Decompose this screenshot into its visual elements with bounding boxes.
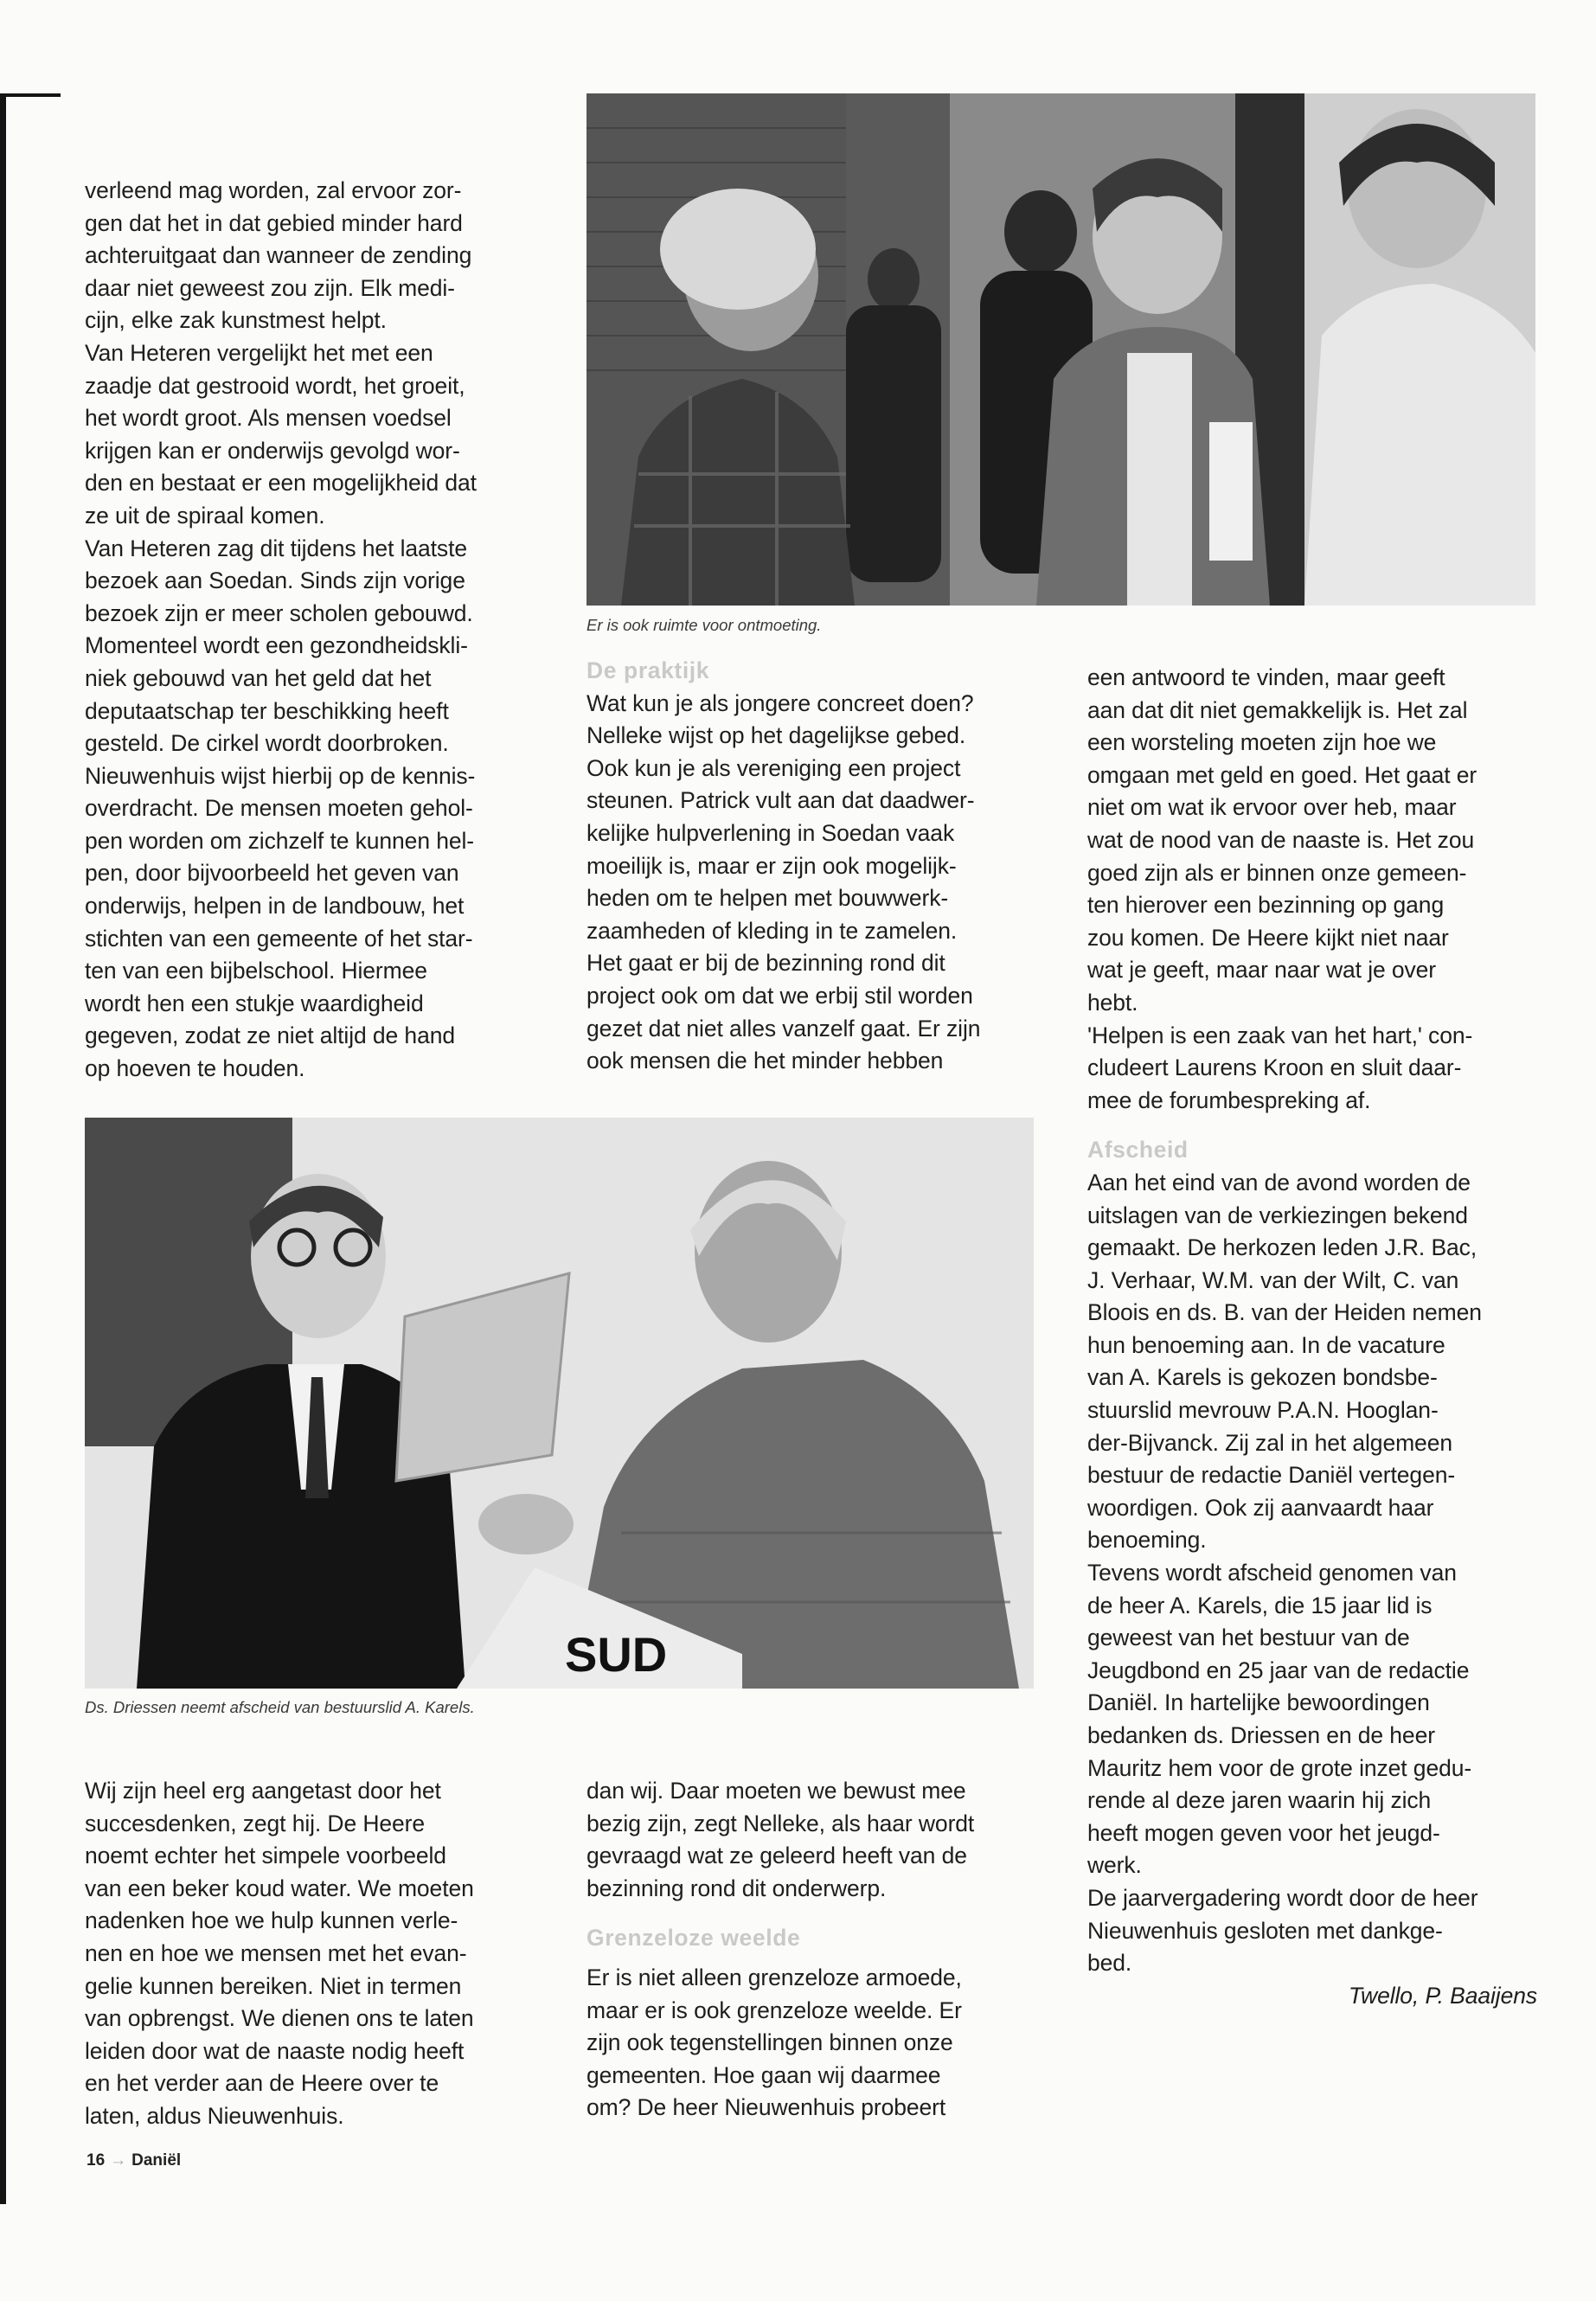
text-line: Aan het eind van de avond worden de	[1087, 1169, 1471, 1195]
text-line: daar niet geweest zou zijn. Elk medi-	[85, 274, 455, 301]
text-line: moeilijk is, maar er zijn ook mogelijk-	[586, 852, 957, 879]
text-line: op hoeven te houden.	[85, 1055, 305, 1082]
text-line: cludeert Laurens Kroon en sluit daar-	[1087, 1054, 1462, 1081]
text-line: laten, aldus Nieuwenhuis.	[85, 2102, 344, 2129]
text-line: Er is niet alleen grenzeloze armoede,	[586, 1964, 962, 1990]
text-line: deputaatschap ter beschikking heeft	[85, 697, 449, 724]
page-number: 16	[87, 2151, 106, 2170]
text-line: goed zijn als er binnen onze gemeen-	[1087, 859, 1467, 886]
text-line: der-Bijvanck. Zij zal in het algemeen	[1087, 1429, 1452, 1456]
text-line: bezoek aan Soedan. Sinds zijn vorige	[85, 567, 465, 594]
text-line: omgaan met geld en goed. Het gaat er	[1087, 761, 1477, 788]
arrow-icon: →	[110, 2151, 127, 2170]
text-line: dan wij. Daar moeten we bewust mee	[586, 1778, 966, 1804]
text-line: gemeenten. Hoe gaan wij daarmee	[586, 2061, 941, 2088]
text-line: hebt.	[1087, 989, 1138, 1016]
text-line: Daniël. In hartelijke bewoordingen	[1087, 1689, 1430, 1716]
text-line: pen worden om zichzelf te kunnen hel-	[85, 827, 475, 854]
text-line: verleend mag worden, zal ervoor zor-	[85, 177, 462, 203]
text-line: zou komen. De Heere kijkt niet naar	[1087, 924, 1449, 951]
text-line: onderwijs, helpen in de landbouw, het	[85, 893, 465, 920]
caption-photo-1: Er is ook ruimte voor ontmoeting.	[586, 616, 822, 634]
text-line: rende al deze jaren waarin hij zich	[1087, 1787, 1432, 1814]
column-1-bottom	[85, 1775, 552, 2133]
text-line: Momenteel wordt een gezondheidskli-	[85, 632, 468, 659]
text-line: Wij zijn heel erg aangetast door het	[85, 1778, 441, 1804]
text-line: stuurslid mevrouw P.A.N. Hooglan-	[1087, 1397, 1439, 1424]
text-line: bestuur de redactie Daniël vertegen-	[1087, 1462, 1456, 1489]
text-line: nadenken hoe we hulp kunnen verle-	[85, 1907, 458, 1934]
text-line: ook mensen die het minder hebben	[586, 1048, 944, 1074]
page-edge-left	[0, 93, 6, 2204]
text-line: ze uit de spiraal komen.	[85, 502, 325, 529]
heading-grenzeloze-weelde: Grenzeloze weelde	[586, 1925, 801, 1952]
text-line: uitslagen van de verkiezingen bekend	[1087, 1202, 1468, 1228]
page-edge-top	[0, 93, 61, 97]
text-line: zaadje dat gestrooid wordt, het groeit,	[85, 372, 465, 399]
text-line: Wat kun je als jongere concreet doen?	[586, 689, 974, 716]
text-line: Nieuwenhuis wijst hierbij op de kennis-	[85, 762, 476, 789]
sign-text: SUD	[565, 1627, 668, 1682]
text-line: project ook om dat we erbij stil worden	[586, 982, 973, 1009]
text-line: bed.	[1087, 1950, 1132, 1977]
text-line: succesdenken, zegt hij. De Heere	[85, 1810, 426, 1836]
text-line: Van Heteren zag dit tijdens het laatste	[85, 535, 467, 561]
text-line: de heer A. Karels, die 15 jaar lid is	[1087, 1592, 1433, 1618]
text-line: leiden door wat de naaste nodig heeft	[85, 2037, 465, 2064]
text-line: pen, door bijvoorbeeld het geven van	[85, 860, 459, 887]
photo-ontmoeting	[586, 93, 1535, 606]
text-line: zijn ook tegenstellingen binnen onze	[586, 2029, 953, 2056]
text-line: Het gaat er bij de bezinning rond dit	[586, 950, 945, 977]
text-line: bezinning rond dit onderwerp.	[586, 1875, 887, 1901]
text-line: gelie kunnen bereiken. Niet in termen	[85, 1972, 462, 1999]
text-line: wat de nood van de naaste is. Het zou	[1087, 826, 1475, 853]
text-line: Van Heteren vergelijkt het met een	[85, 339, 433, 366]
text-line: cijn, elke zak kunstmest helpt.	[85, 307, 387, 334]
text-line: ten hierover een bezinning op gang	[1087, 892, 1445, 919]
text-line: overdracht. De mensen moeten gehol-	[85, 795, 473, 822]
photo-afscheid	[85, 1118, 1034, 1689]
text-line: bezoek zijn er meer scholen gebouwd.	[85, 599, 473, 626]
text-line: Tevens wordt afscheid genomen van	[1087, 1560, 1457, 1586]
text-line: ten van een bijbelschool. Hiermee	[85, 958, 427, 984]
column-2-bottom	[586, 1775, 1054, 2125]
magazine-name: Daniël	[131, 2151, 182, 2170]
text-line: om? De heer Nieuwenhuis probeert	[586, 2094, 946, 2121]
text-line: heden om te helpen met bouwwerk-	[586, 885, 949, 912]
text-line: 'Helpen is een zaak van het hart,' con-	[1087, 1022, 1473, 1048]
text-line: maar er is ook grenzeloze weelde. Er	[586, 1997, 962, 2023]
column-2-top	[586, 655, 1054, 1078]
text-line: Bloois en ds. B. van der Heiden nemen	[1087, 1299, 1482, 1326]
text-line: benoeming.	[1087, 1527, 1207, 1554]
text-line: van een beker koud water. We moeten	[85, 1875, 474, 1901]
text-line: gesteld. De cirkel wordt doorbroken.	[85, 730, 449, 757]
text-line: den en bestaat er een mogelijkheid dat	[85, 470, 477, 497]
text-line: een antwoord te vinden, maar geeft	[1087, 664, 1445, 690]
heading-afscheid: Afscheid	[1087, 1137, 1189, 1163]
text-line: J. Verhaar, W.M. van der Wilt, C. van	[1087, 1266, 1459, 1293]
text-line: krijgen kan er onderwijs gevolgd wor-	[85, 437, 460, 464]
heading-de-praktijk: De praktijk	[586, 657, 710, 683]
signature: Twello, P. Baaijens	[1348, 1982, 1537, 2009]
text-line: gezet dat niet alles vanzelf gaat. Er zijn	[586, 1015, 981, 1042]
text-line: Ook kun je als vereniging een project	[586, 754, 961, 781]
column-1-top	[85, 175, 543, 1086]
text-line: een worsteling moeten zijn hoe we	[1087, 729, 1437, 756]
text-line: en het verder aan de Heere over te	[85, 2070, 439, 2097]
text-line: gemaakt. De herkozen leden J.R. Bac,	[1087, 1234, 1477, 1261]
text-line: gevraagd wat ze geleerd heeft van de	[586, 1843, 967, 1869]
column-3	[1087, 662, 1537, 2012]
text-line: stichten van een gemeente of het star-	[85, 925, 473, 952]
text-line: nen en hoe we mensen met het evan-	[85, 1939, 467, 1966]
text-line: Nieuwenhuis gesloten met dankge-	[1087, 1917, 1443, 1944]
text-line: werk.	[1087, 1852, 1142, 1879]
text-line: van opbrengst. We dienen ons te laten	[85, 2005, 474, 2032]
text-line: aan dat dit niet gemakkelijk is. Het zal	[1087, 696, 1468, 723]
text-line: gen dat het in dat gebied minder hard	[85, 209, 463, 236]
text-line: Mauritz hem voor de grote inzet gedu-	[1087, 1754, 1472, 1781]
text-line: achteruitgaat dan wanneer de zending	[85, 242, 472, 269]
text-line: bezig zijn, zegt Nelleke, als haar wordt	[586, 1810, 975, 1836]
text-line: niek gebouwd van het geld dat het	[85, 664, 432, 691]
text-line: hun benoeming aan. In de vacature	[1087, 1331, 1445, 1358]
text-line: De jaarvergadering wordt door de heer	[1087, 1884, 1478, 1911]
text-line: niet om wat ik ervoor over heb, maar	[1087, 794, 1457, 821]
text-line: wat je geeft, maar naar wat je over	[1087, 957, 1437, 984]
text-line: zaamheden of kleding in te zamelen.	[586, 917, 958, 944]
text-line: heeft mogen geven voor het jeugd-	[1087, 1819, 1440, 1846]
folio	[87, 2151, 181, 2170]
text-line: steunen. Patrick vult aan dat daadwer-	[586, 787, 975, 814]
text-line: noemt echter het simpele voorbeeld	[85, 1843, 446, 1869]
text-line: woordigen. Ook zij aanvaardt haar	[1087, 1494, 1434, 1521]
text-line: het wordt groot. Als mensen voedsel	[85, 405, 452, 432]
text-line: mee de forumbespreking af.	[1087, 1086, 1371, 1113]
text-line: geweest van het bestuur van de	[1087, 1625, 1410, 1651]
text-line: wordt hen een stukje waardigheid	[85, 990, 424, 1016]
text-line: gegeven, zodat ze niet altijd de hand	[85, 1022, 455, 1049]
text-line: Nelleke wijst op het dagelijkse gebed.	[586, 722, 966, 749]
text-line: bedanken ds. Driessen en de heer	[1087, 1722, 1435, 1748]
text-line: kelijke hulpverlening in Soedan vaak	[586, 819, 955, 846]
caption-photo-2: Ds. Driessen neemt afscheid van bestuurslid A. Karels.	[85, 1698, 475, 1716]
text-line: Jeugdbond en 25 jaar van de redactie	[1087, 1657, 1470, 1683]
text-line: van A. Karels is gekozen bondsbe-	[1087, 1364, 1438, 1391]
